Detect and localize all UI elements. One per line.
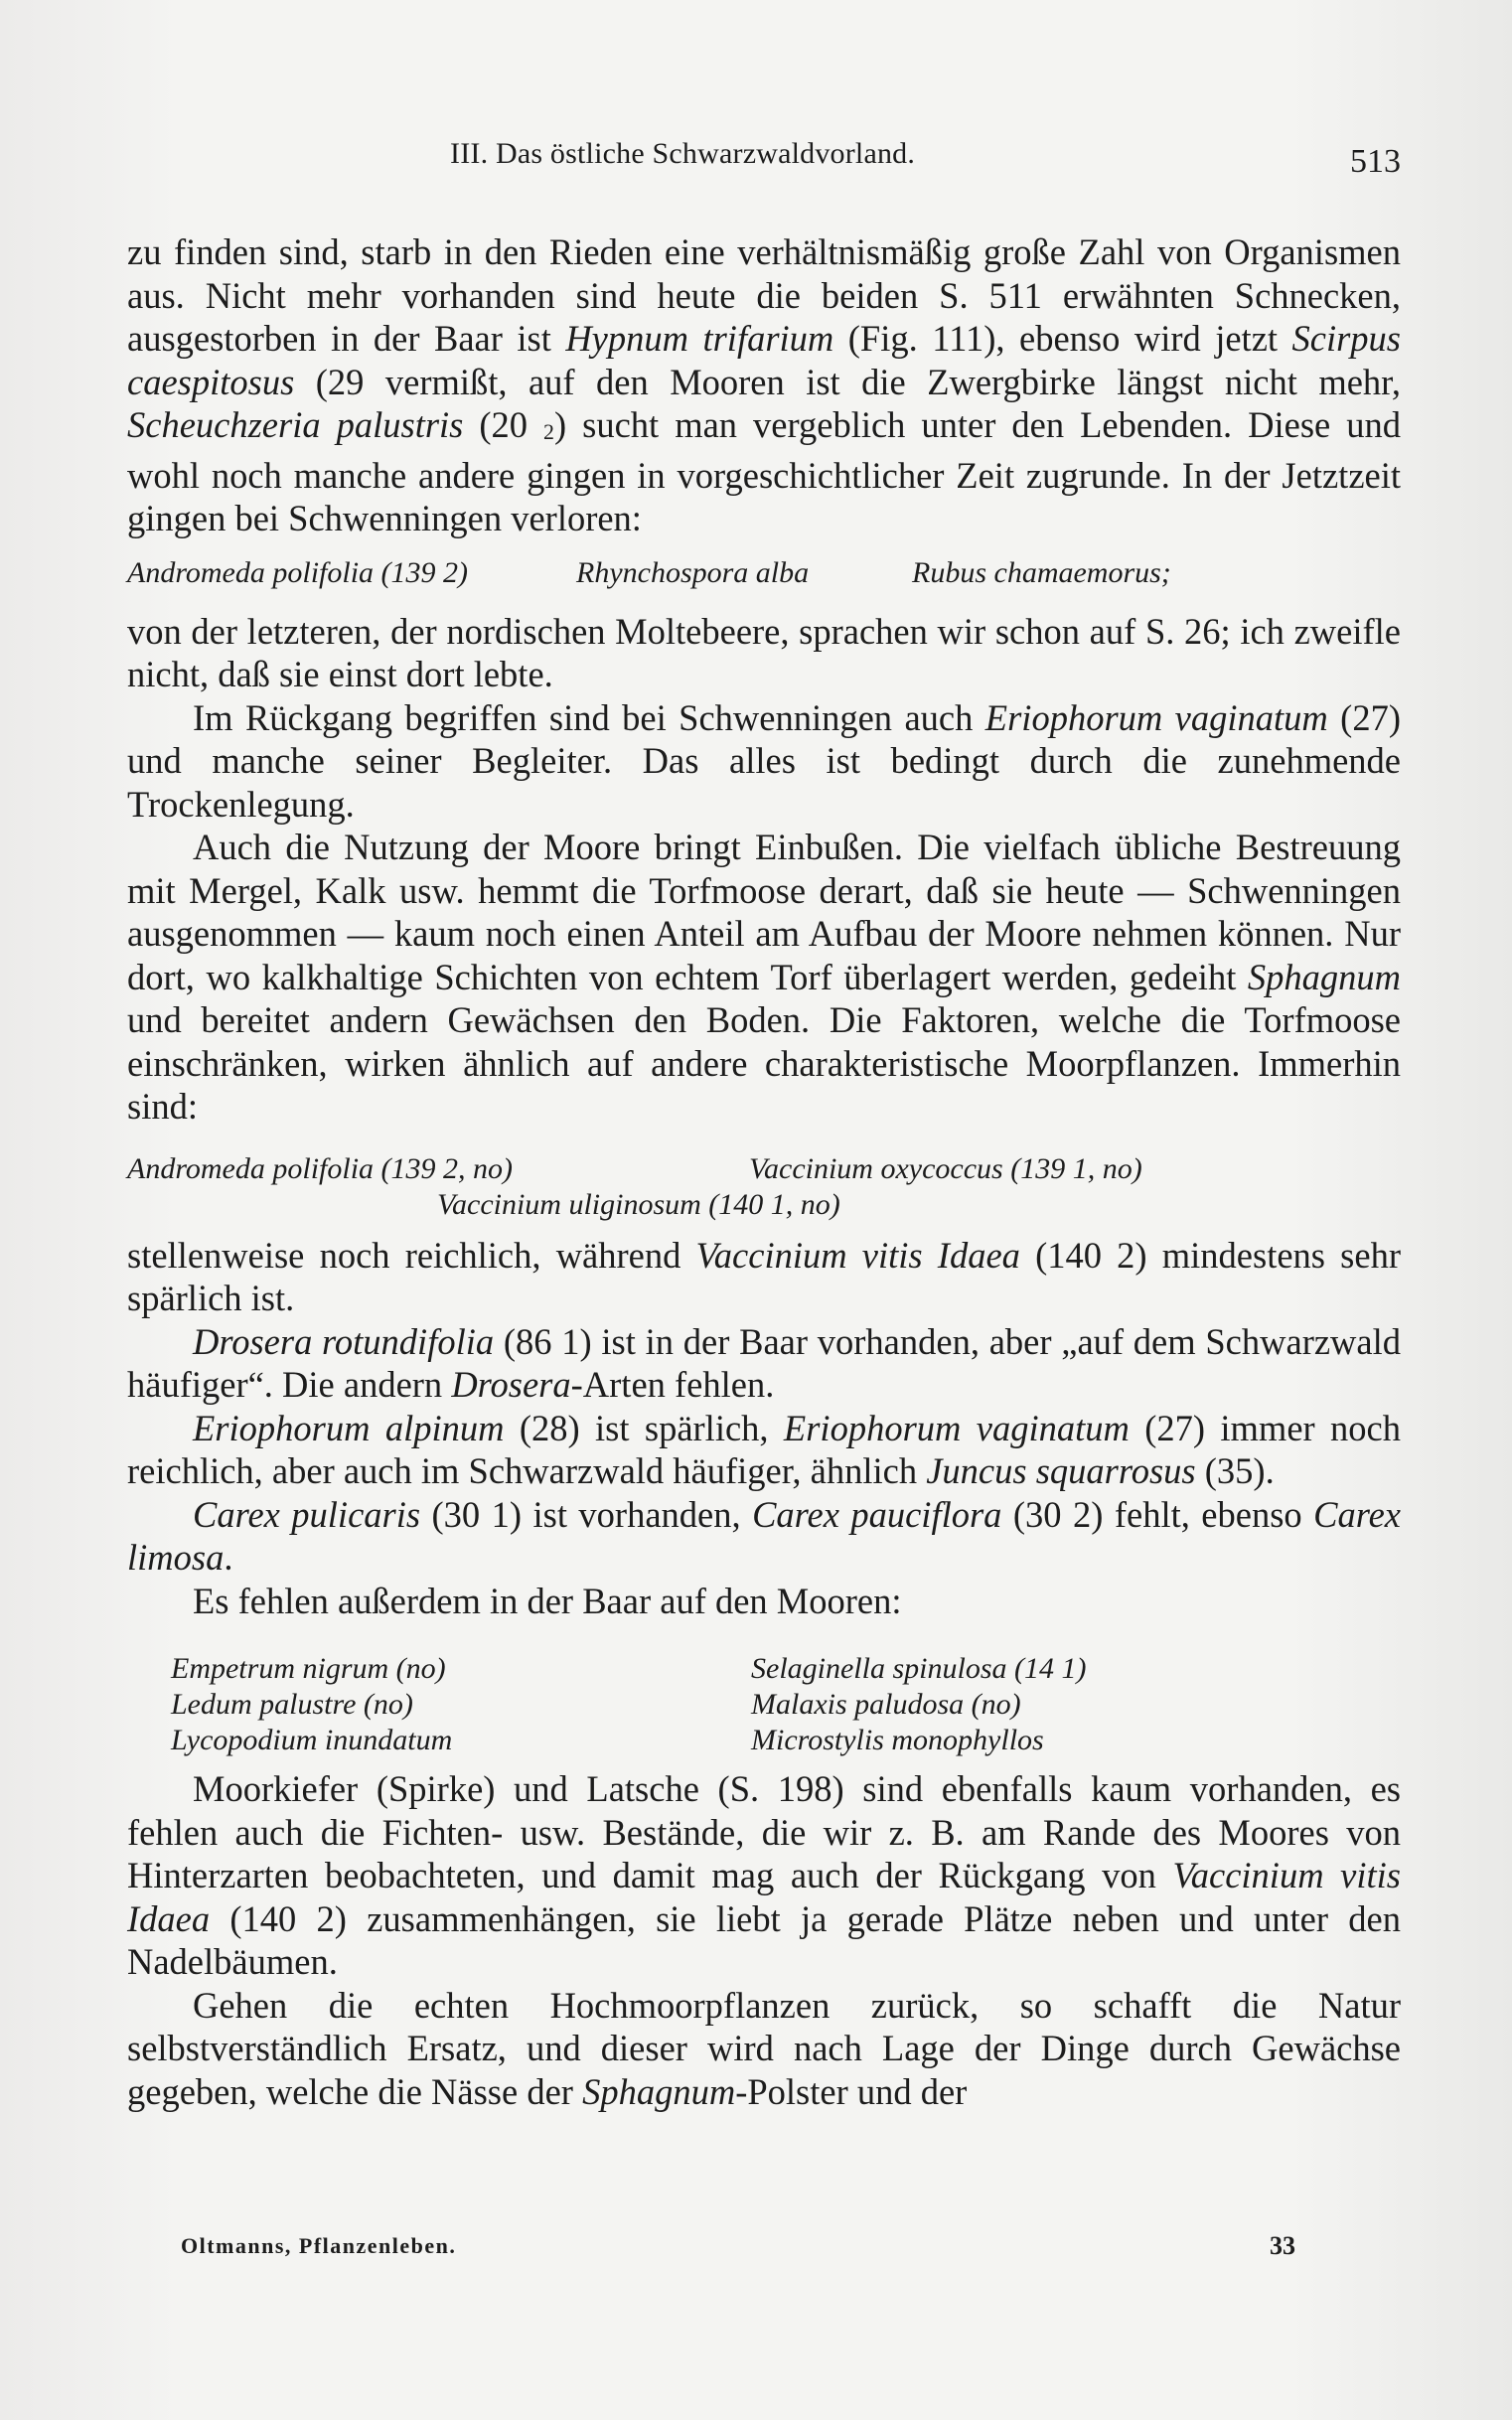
list-item: Andromeda polifolia (139 2, no) bbox=[127, 1151, 514, 1185]
species-name: Scheuchzeria palustris bbox=[127, 404, 464, 445]
paragraph-6: Drosera rotundifolia (86 1) ist in der Baar vorhanden, aber „auf dem Schwarzwald häufiger“. Die andern Drosera-Arten fehlen. bbox=[127, 1320, 1401, 1406]
list-item: Rhynchospora alba bbox=[576, 555, 810, 589]
species-name: Vaccinium vitis Idaea bbox=[127, 1855, 1401, 1939]
species-name: Sphagnum bbox=[1247, 956, 1401, 997]
species-name: Drosera rotundifolia bbox=[193, 1320, 495, 1362]
species-name: Carex pauciflora bbox=[752, 1493, 1002, 1535]
list-item: Lycopodium inundatum bbox=[171, 1724, 453, 1757]
species-name: Carex pulicaris bbox=[193, 1493, 421, 1535]
species-name: Hypnum trifarium bbox=[565, 318, 834, 359]
list-item: Microstylis monophyllos bbox=[751, 1724, 1044, 1757]
species-name: Juncus squarrosus bbox=[926, 1450, 1196, 1492]
paragraph-10: Moorkiefer (Spirke) und Latsche (S. 198) sind ebenfalls kaum vorhanden, es fehlen auch die Fichten- usw. Bestände, die wir z. B. am Rande des Moores von Hinterzarten beobachteten, und damit mag auch der Rückgang von Vaccinium vitis Idaea (140 2) zusammenhängen, sie liebt ja gerade Plätze neben und unter den Nadelbäumen. bbox=[127, 1768, 1401, 1983]
list-item: Vaccinium uliginosum (140 1, no) bbox=[437, 1187, 840, 1221]
paragraph-7: Eriophorum alpinum (28) ist spärlich, Eriophorum vaginatum (27) immer noch reichlich, aber auch im Schwarzwald häufiger, ähnlich Juncus squarrosus (35). bbox=[127, 1407, 1401, 1492]
printer-signature: Oltmanns, Pflanzenleben. bbox=[181, 2233, 457, 2258]
list-item: Rubus chamaemorus; bbox=[912, 555, 1171, 589]
species-name: Eriophorum alpinum bbox=[193, 1407, 505, 1448]
paragraph-11: Gehen die echten Hochmoorpflanzen zurück, so schafft die Natur selbstverständlich Ersatz, und dieser wird nach Lage der Dinge durch Gewächse gegeben, welche die Nässe der Sphagnum-Polster und der bbox=[127, 1984, 1401, 2112]
species-name: Eriophorum vaginatum bbox=[783, 1407, 1130, 1448]
paragraph-1: zu finden sind, starb in den Rieden eine verhältnismäßig große Zahl von Organismen aus. Nicht mehr vorhanden sind heute die beiden S. 511 erwähnten Schnecken, ausgestorben in der Baar ist Hypnum trifarium (Fig. 111), ebenso wird jetzt Scirpus caespitosus (29 vermißt, auf den Mooren ist die Zwergbirke längst nicht mehr, Scheuchzeria palustris (20 $_2$) sucht man vergeblich unter den Lebenden. Diese und wohl noch manche andere gingen in vorgeschichtlicher Zeit zugrunde. In der Jetztzeit gingen bei Schwenningen verloren: bbox=[127, 231, 1402, 539]
list-item: Selaginella spinulosa (14 1) bbox=[751, 1652, 1087, 1686]
page-footer bbox=[127, 2233, 1401, 2273]
species-list-lost bbox=[127, 548, 1401, 610]
chapter-title: III. Das östliche Schwarzwaldvorland. bbox=[450, 137, 916, 170]
paragraph-9: Es fehlen außerdem in der Baar auf den Mooren: bbox=[193, 1580, 902, 1621]
species-name: Drosera bbox=[451, 1364, 571, 1406]
species-name: Sphagnum bbox=[582, 2070, 736, 2112]
page-number: 513 bbox=[1350, 143, 1401, 180]
signature-number: 33 bbox=[1270, 2231, 1295, 2260]
species-name: Vaccinium vitis Idaea bbox=[695, 1234, 1020, 1276]
species-name: Carex limosa bbox=[127, 1493, 1401, 1579]
paragraph-3: Im Rückgang begriffen sind bei Schwenningen auch Eriophorum vaginatum (27) und manche seiner Begleiter. Das alles ist bedingt durch die zunehmende Trockenlegung. bbox=[127, 696, 1401, 825]
species-list-remaining bbox=[127, 1142, 1401, 1234]
list-item: Empetrum nigrum (no) bbox=[171, 1652, 446, 1686]
species-list-missing bbox=[127, 1650, 1401, 1767]
list-item: Malaxis paludosa (no) bbox=[751, 1688, 1021, 1722]
species-name: Eriophorum vaginatum bbox=[984, 696, 1328, 738]
page-body bbox=[127, 230, 1401, 2113]
list-item: Vaccinium oxycoccus (139 1, no) bbox=[749, 1151, 1142, 1185]
paragraph-4: Auch die Nutzung der Moore bringt Einbußen. Die vielfach übliche Bestreuung mit Mergel, Kalk usw. hemmt die Torfmoose derart, daß sie heute — Schwenningen ausgenommen — kaum noch einen Anteil am Aufbau der Moore nehmen können. Nur dort, wo kalkhaltige Schichten von echtem Torf überlagert werden, gedeiht Sphagnum und bereitet andern Gewächsen den Boden. Die Faktoren, welche die Torfmoose einschränken, wirken ähnlich auf andere charakteristische Moorpflanzen. Immerhin sind: bbox=[127, 827, 1401, 1128]
running-head bbox=[127, 137, 1401, 187]
list-item: Ledum palustre (no) bbox=[171, 1688, 413, 1722]
paragraph-8: Carex pulicaris (30 1) ist vorhanden, Carex pauciflora (30 2) fehlt, ebenso Carex limosa. bbox=[127, 1493, 1401, 1579]
list-item: Andromeda polifolia (139 2) bbox=[127, 555, 469, 589]
paragraph-2: von der letzteren, der nordischen Moltebeere, sprachen wir schon auf S. 26; ich zweifle nicht, daß sie einst dort lebte. bbox=[127, 610, 1401, 695]
species-name: Scirpus caespitosus bbox=[127, 318, 1402, 402]
paragraph-5: stellenweise noch reichlich, während Vaccinium vitis Idaea (140 2) mindestens sehr spärlich ist. bbox=[127, 1234, 1401, 1319]
